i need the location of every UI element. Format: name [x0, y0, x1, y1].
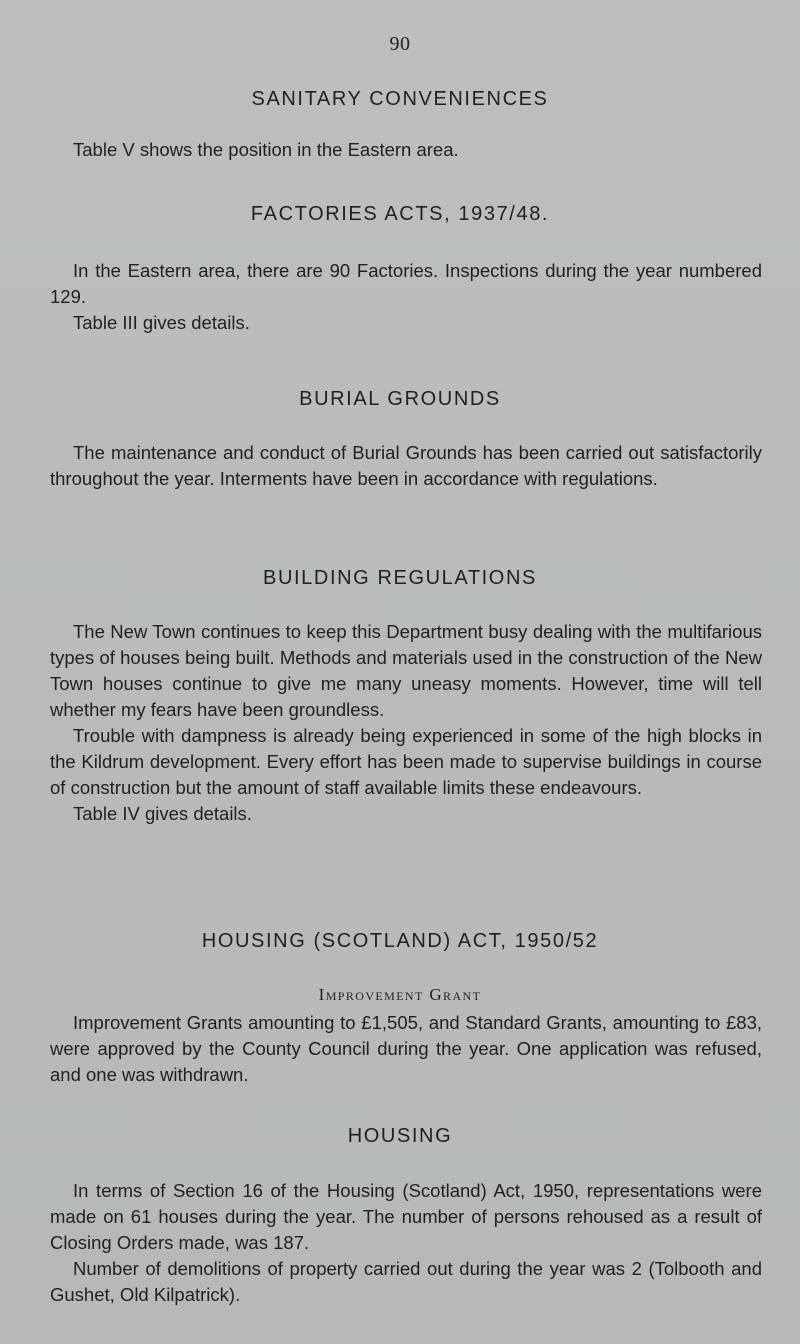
page-number: 90	[389, 33, 411, 55]
section-sanitary-body	[50, 137, 762, 163]
section-housing-act-body	[50, 1010, 762, 1088]
paragraph: Table V shows the position in the Eastern area.	[73, 139, 459, 160]
heading-housing-scotland-act: HOUSING (SCOTLAND) ACT, 1950/52	[201, 930, 599, 952]
section-housing-body	[50, 1178, 762, 1308]
paragraph: In the Eastern area, there are 90 Factories. Inspections during the year numbered 129.	[50, 260, 762, 307]
paragraph: The New Town continues to keep this Department busy dealing with the multifarious types of houses being built. Methods and materials used in the construction of the New Town houses continue to give me many uneasy moments. However, time will tell whether my fears have been groundless.	[50, 621, 762, 720]
paragraph: Number of demolitions of property carried out during the year was 2 (Tolbooth and Gushet, Old Kilpatrick).	[50, 1258, 762, 1305]
paragraph: Table IV gives details.	[73, 803, 252, 824]
heading-sanitary-conveniences: SANITARY CONVENIENCES	[251, 88, 549, 110]
heading-building-regulations: BUILDING REGULATIONS	[263, 567, 537, 589]
paragraph: Improvement Grants amounting to £1,505, and Standard Grants, amounting to £83, were approved by the County Council during the year. One application was refused, and one was withdrawn.	[50, 1012, 762, 1085]
section-building-body	[50, 619, 762, 827]
paragraph: In terms of Section 16 of the Housing (Scotland) Act, 1950, representations were made on 61 houses during the year. The number of persons rehoused as a result of Closing Orders made, was 187.	[50, 1180, 762, 1253]
heading-factories-acts: FACTORIES ACTS, 1937/48.	[250, 203, 550, 225]
heading-burial-grounds: BURIAL GROUNDS	[299, 388, 501, 410]
paragraph: The maintenance and conduct of Burial Grounds has been carried out satisfactorily throughout the year. Interments have been in accordance with regulations.	[50, 442, 762, 489]
heading-housing: HOUSING	[347, 1125, 453, 1147]
section-factories-body	[50, 258, 762, 336]
subheading-improvement-grant: Improvement Grant	[318, 985, 482, 1004]
paragraph: Table III gives details.	[73, 312, 250, 333]
section-burial-body	[50, 440, 762, 492]
paragraph: Trouble with dampness is already being experienced in some of the high blocks in the Kildrum development. Every effort has been made to supervise buildings in course of construction but the amount of staff available limits these endeavours.	[50, 725, 762, 798]
